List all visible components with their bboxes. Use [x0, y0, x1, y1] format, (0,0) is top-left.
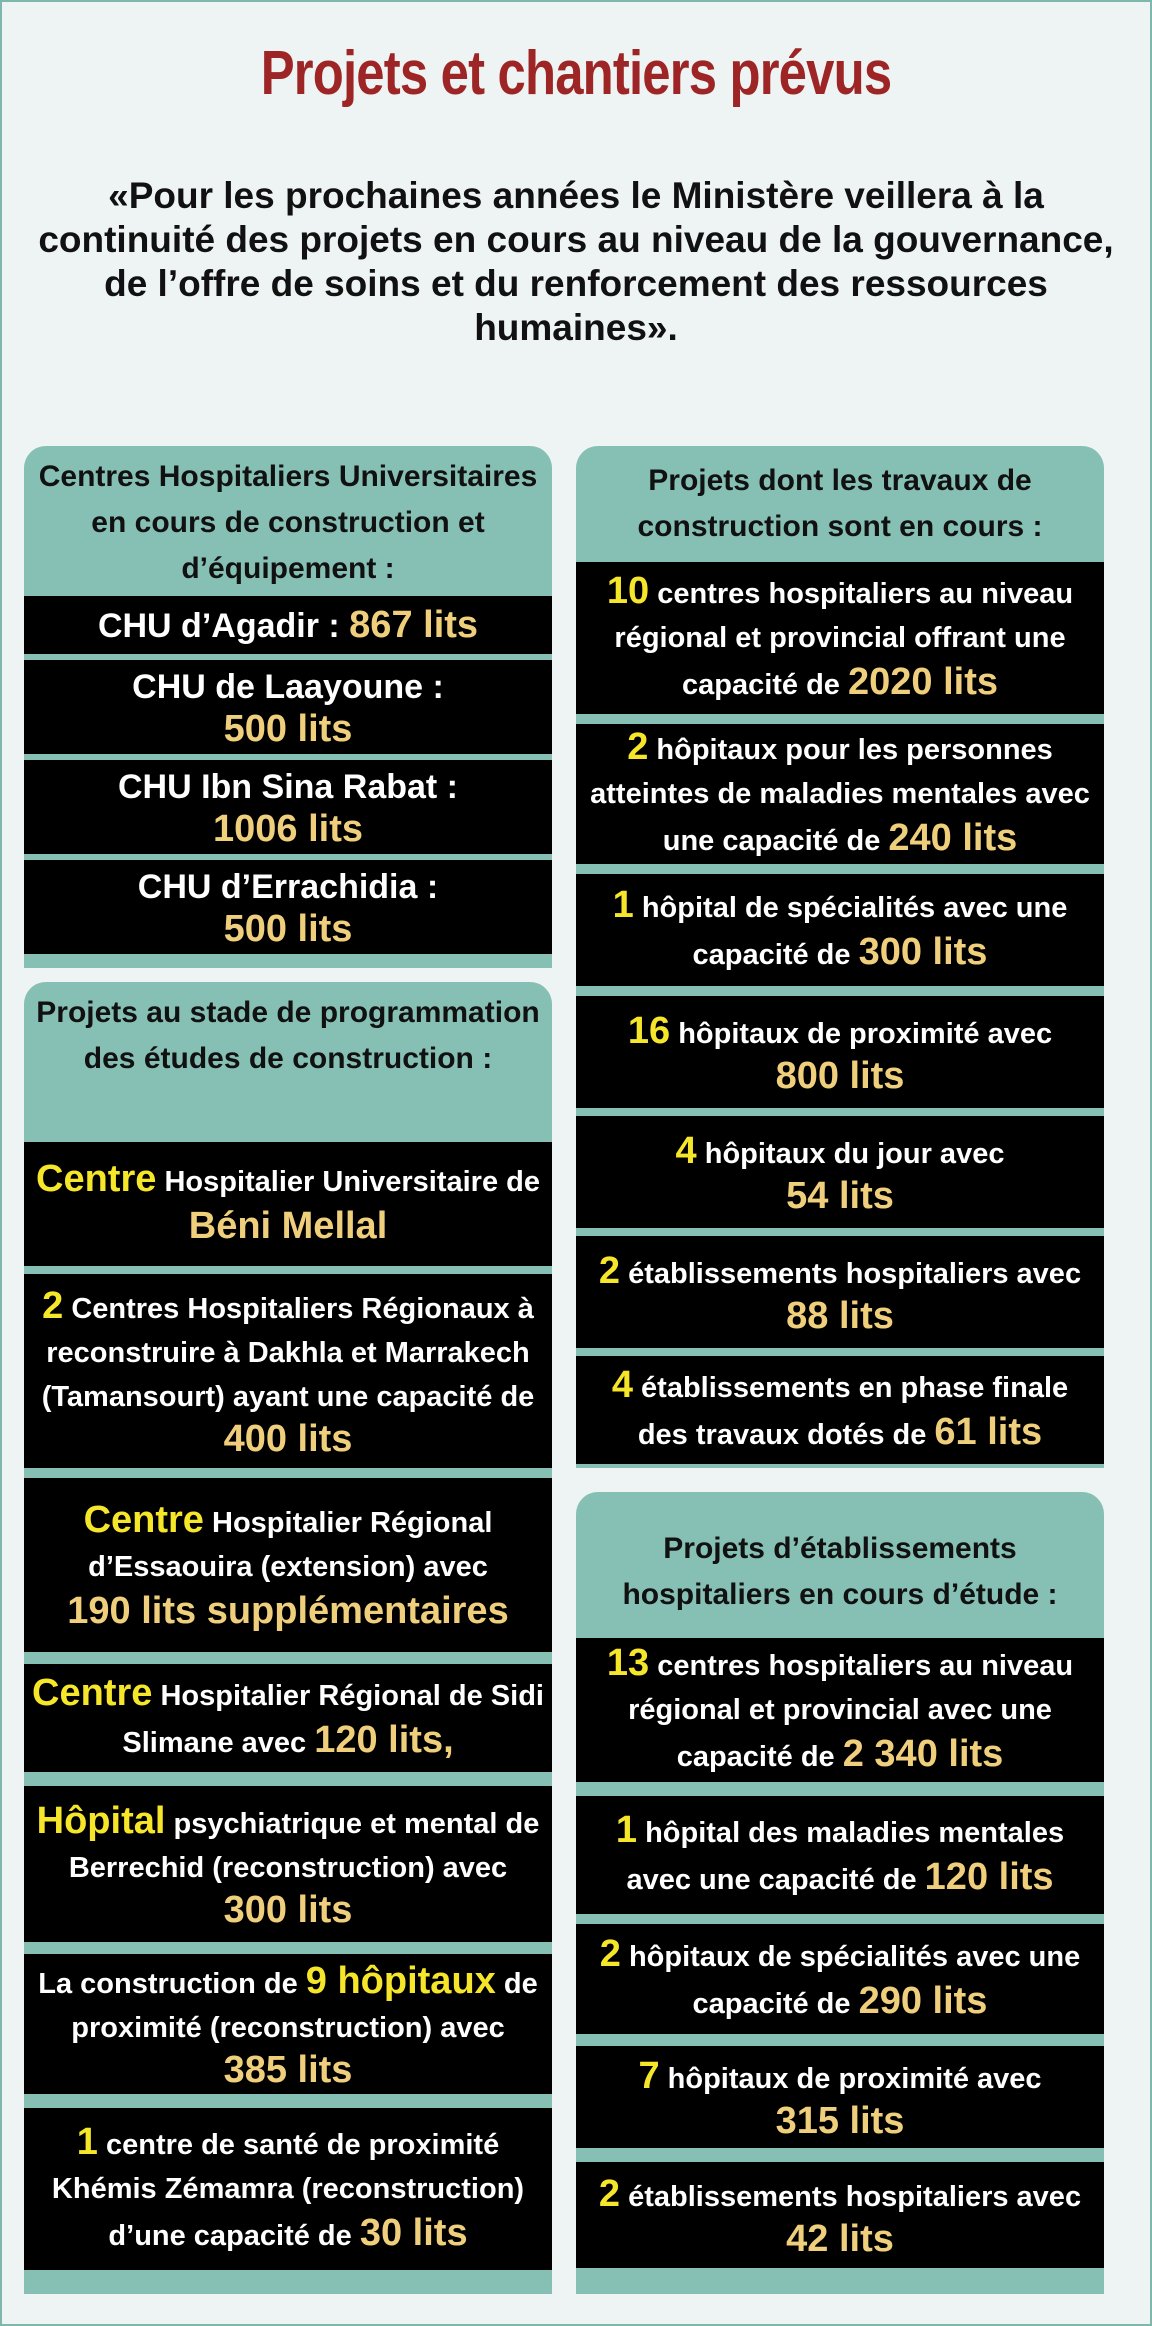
travaux-item	[576, 996, 1104, 1108]
item-capacity: 120 lits	[924, 1856, 1054, 1898]
travaux-item	[576, 1236, 1104, 1348]
item-text: hôpital de spécialités avec une capacité de	[641, 892, 1068, 971]
programmation-heading: Projets au stade de programmation des études de construction :	[36, 996, 540, 1075]
travaux-heading: Projets dont les travaux de construction sont en cours :	[637, 464, 1043, 543]
item-text: établissements hospitaliers avec	[628, 2180, 1082, 2213]
chu-item-capacity: 867 lits	[349, 603, 479, 646]
etude-item	[576, 2162, 1104, 2268]
item-highlight: 13	[606, 1642, 650, 1684]
programmation-item	[24, 1478, 552, 1652]
item-highlight: 16	[627, 1009, 671, 1052]
chu-heading: Centres Hospitaliers Universitaires en cours de construction et d’équipement :	[38, 460, 538, 585]
item-capacity: 120 lits,	[314, 1719, 454, 1761]
travaux-item	[576, 724, 1104, 864]
item-capacity: 315 lits	[775, 2099, 905, 2142]
programmation-item	[24, 2108, 552, 2270]
item-text: hôpitaux pour les personnes atteintes de maladies mentales avec une capacité de	[590, 734, 1090, 857]
item-capacity: 290 lits	[858, 1980, 988, 2022]
item-text: Centres Hospitaliers Régionaux à reconstruire à Dakhla et Marrakech (Tamansourt) ayant une capacité de	[41, 1292, 535, 1413]
item-highlight: 1	[76, 2121, 98, 2163]
item-highlight: 9 hôpitaux	[305, 1959, 496, 2002]
item-highlight: 10	[606, 570, 650, 612]
chu-item	[24, 660, 552, 754]
item-text: hôpitaux de spécialités avec une capacité de	[628, 1941, 1081, 2020]
item-text: centres hospitaliers au niveau régional et provincial offrant une capacité de	[614, 578, 1074, 701]
etude-item	[576, 1796, 1104, 1914]
chu-item	[24, 860, 552, 954]
chu-item-text: CHU de Laayoune :	[132, 668, 444, 706]
programmation-item	[24, 1954, 552, 2094]
item-text: Hospitalier Universitaire de	[164, 1166, 540, 1198]
item-highlight: 2	[42, 1284, 64, 1327]
item-capacity: 54 lits	[786, 1174, 894, 1217]
item-highlight: Hôpital	[36, 1799, 166, 1842]
item-text: établissements hospitaliers avec	[628, 1257, 1082, 1290]
item-text: de proximité (reconstruction) avec	[71, 1967, 538, 2044]
programmation-item	[24, 1664, 552, 1772]
item-highlight: 2	[598, 1249, 621, 1292]
item-capacity: Béni Mellal	[188, 1205, 388, 1247]
chu-item-capacity: 500 lits	[223, 708, 353, 750]
chu-item-capacity: 1006 lits	[213, 808, 363, 850]
item-highlight: 4	[675, 1129, 697, 1172]
item-capacity: 300 lits	[223, 1888, 353, 1931]
item-capacity: 88 lits	[786, 1294, 894, 1337]
item-text: hôpital des maladies mentales avec une capacité de	[626, 1817, 1065, 1896]
etude-heading: Projets d’établissements hospitaliers en cours d’étude :	[622, 1532, 1058, 1611]
etude-item	[576, 1924, 1104, 2034]
item-text: hôpitaux de proximité avec	[667, 2062, 1042, 2095]
item-capacity: 300 lits	[858, 931, 988, 973]
item-highlight: Centre	[36, 1158, 157, 1200]
chu-item-capacity: 500 lits	[223, 908, 353, 950]
item-text: centre de santé de proximité Khémis Zémamra (reconstruction) d’une capacité de	[51, 2129, 525, 2252]
item-text: Hospitalier Régional d’Essaouira (extension) avec	[88, 1506, 493, 1583]
item-capacity: 400 lits	[223, 1417, 353, 1460]
item-capacity: 190 lits supplémentaires	[67, 1589, 509, 1632]
programmation-item	[24, 1786, 552, 1942]
etude-item	[576, 1638, 1104, 1782]
item-highlight: 2	[627, 726, 649, 768]
page-title: Projets et chantiers prévus	[260, 39, 892, 108]
item-text: Hospitalier Régional de Sidi Slimane avec	[122, 1680, 544, 1759]
item-highlight: 1	[612, 884, 634, 926]
item-text: centres hospitaliers au niveau régional et provincial avec une capacité de	[628, 1650, 1074, 1773]
item-highlight: 2	[599, 1933, 621, 1975]
travaux-item	[576, 874, 1104, 986]
item-capacity: 2 340 lits	[842, 1733, 1004, 1775]
chu-item-text: CHU d’Agadir :	[97, 606, 340, 645]
item-capacity: 800 lits	[775, 1054, 905, 1097]
item-capacity: 42 lits	[786, 2217, 894, 2260]
item-text: hôpitaux du jour avec	[704, 1137, 1005, 1170]
etude-item	[576, 2046, 1104, 2148]
chu-item-text: CHU Ibn Sina Rabat :	[117, 768, 459, 806]
intro-quote: «Pour les prochaines années le Ministère veillera à la continuité des projets en cours au niveau de la gouvernance, de l’offre de soins et du renforcement des ressources humaines».	[38, 175, 1114, 348]
item-capacity: 61 lits	[934, 1411, 1043, 1453]
item-capacity: 240 lits	[888, 817, 1018, 859]
programmation-item	[24, 1274, 552, 1468]
item-capacity: 30 lits	[359, 2212, 468, 2254]
chu-item	[24, 760, 552, 854]
item-highlight: 4	[611, 1364, 633, 1406]
chu-item-text: CHU d’Errachidia :	[137, 868, 439, 906]
chu-item	[24, 596, 552, 654]
item-capacity: 385 lits	[223, 2048, 353, 2091]
travaux-item	[576, 1356, 1104, 1464]
item-highlight: Centre	[83, 1498, 204, 1541]
item-text: établissements en phase finale des travaux dotés de	[637, 1372, 1069, 1451]
item-text: psychiatrique et mental de Berrechid (reconstruction) avec	[68, 1807, 540, 1884]
travaux-item	[576, 1116, 1104, 1228]
item-highlight: 7	[638, 2054, 660, 2097]
travaux-item	[576, 562, 1104, 714]
item-highlight: 2	[598, 2172, 621, 2215]
programmation-item	[24, 1142, 552, 1266]
item-prefix: La construction de	[38, 1967, 298, 2000]
item-highlight: Centre	[32, 1672, 153, 1714]
item-capacity: 2020 lits	[848, 661, 999, 703]
item-highlight: 1	[615, 1809, 638, 1851]
item-text: hôpitaux de proximité avec	[678, 1017, 1053, 1050]
